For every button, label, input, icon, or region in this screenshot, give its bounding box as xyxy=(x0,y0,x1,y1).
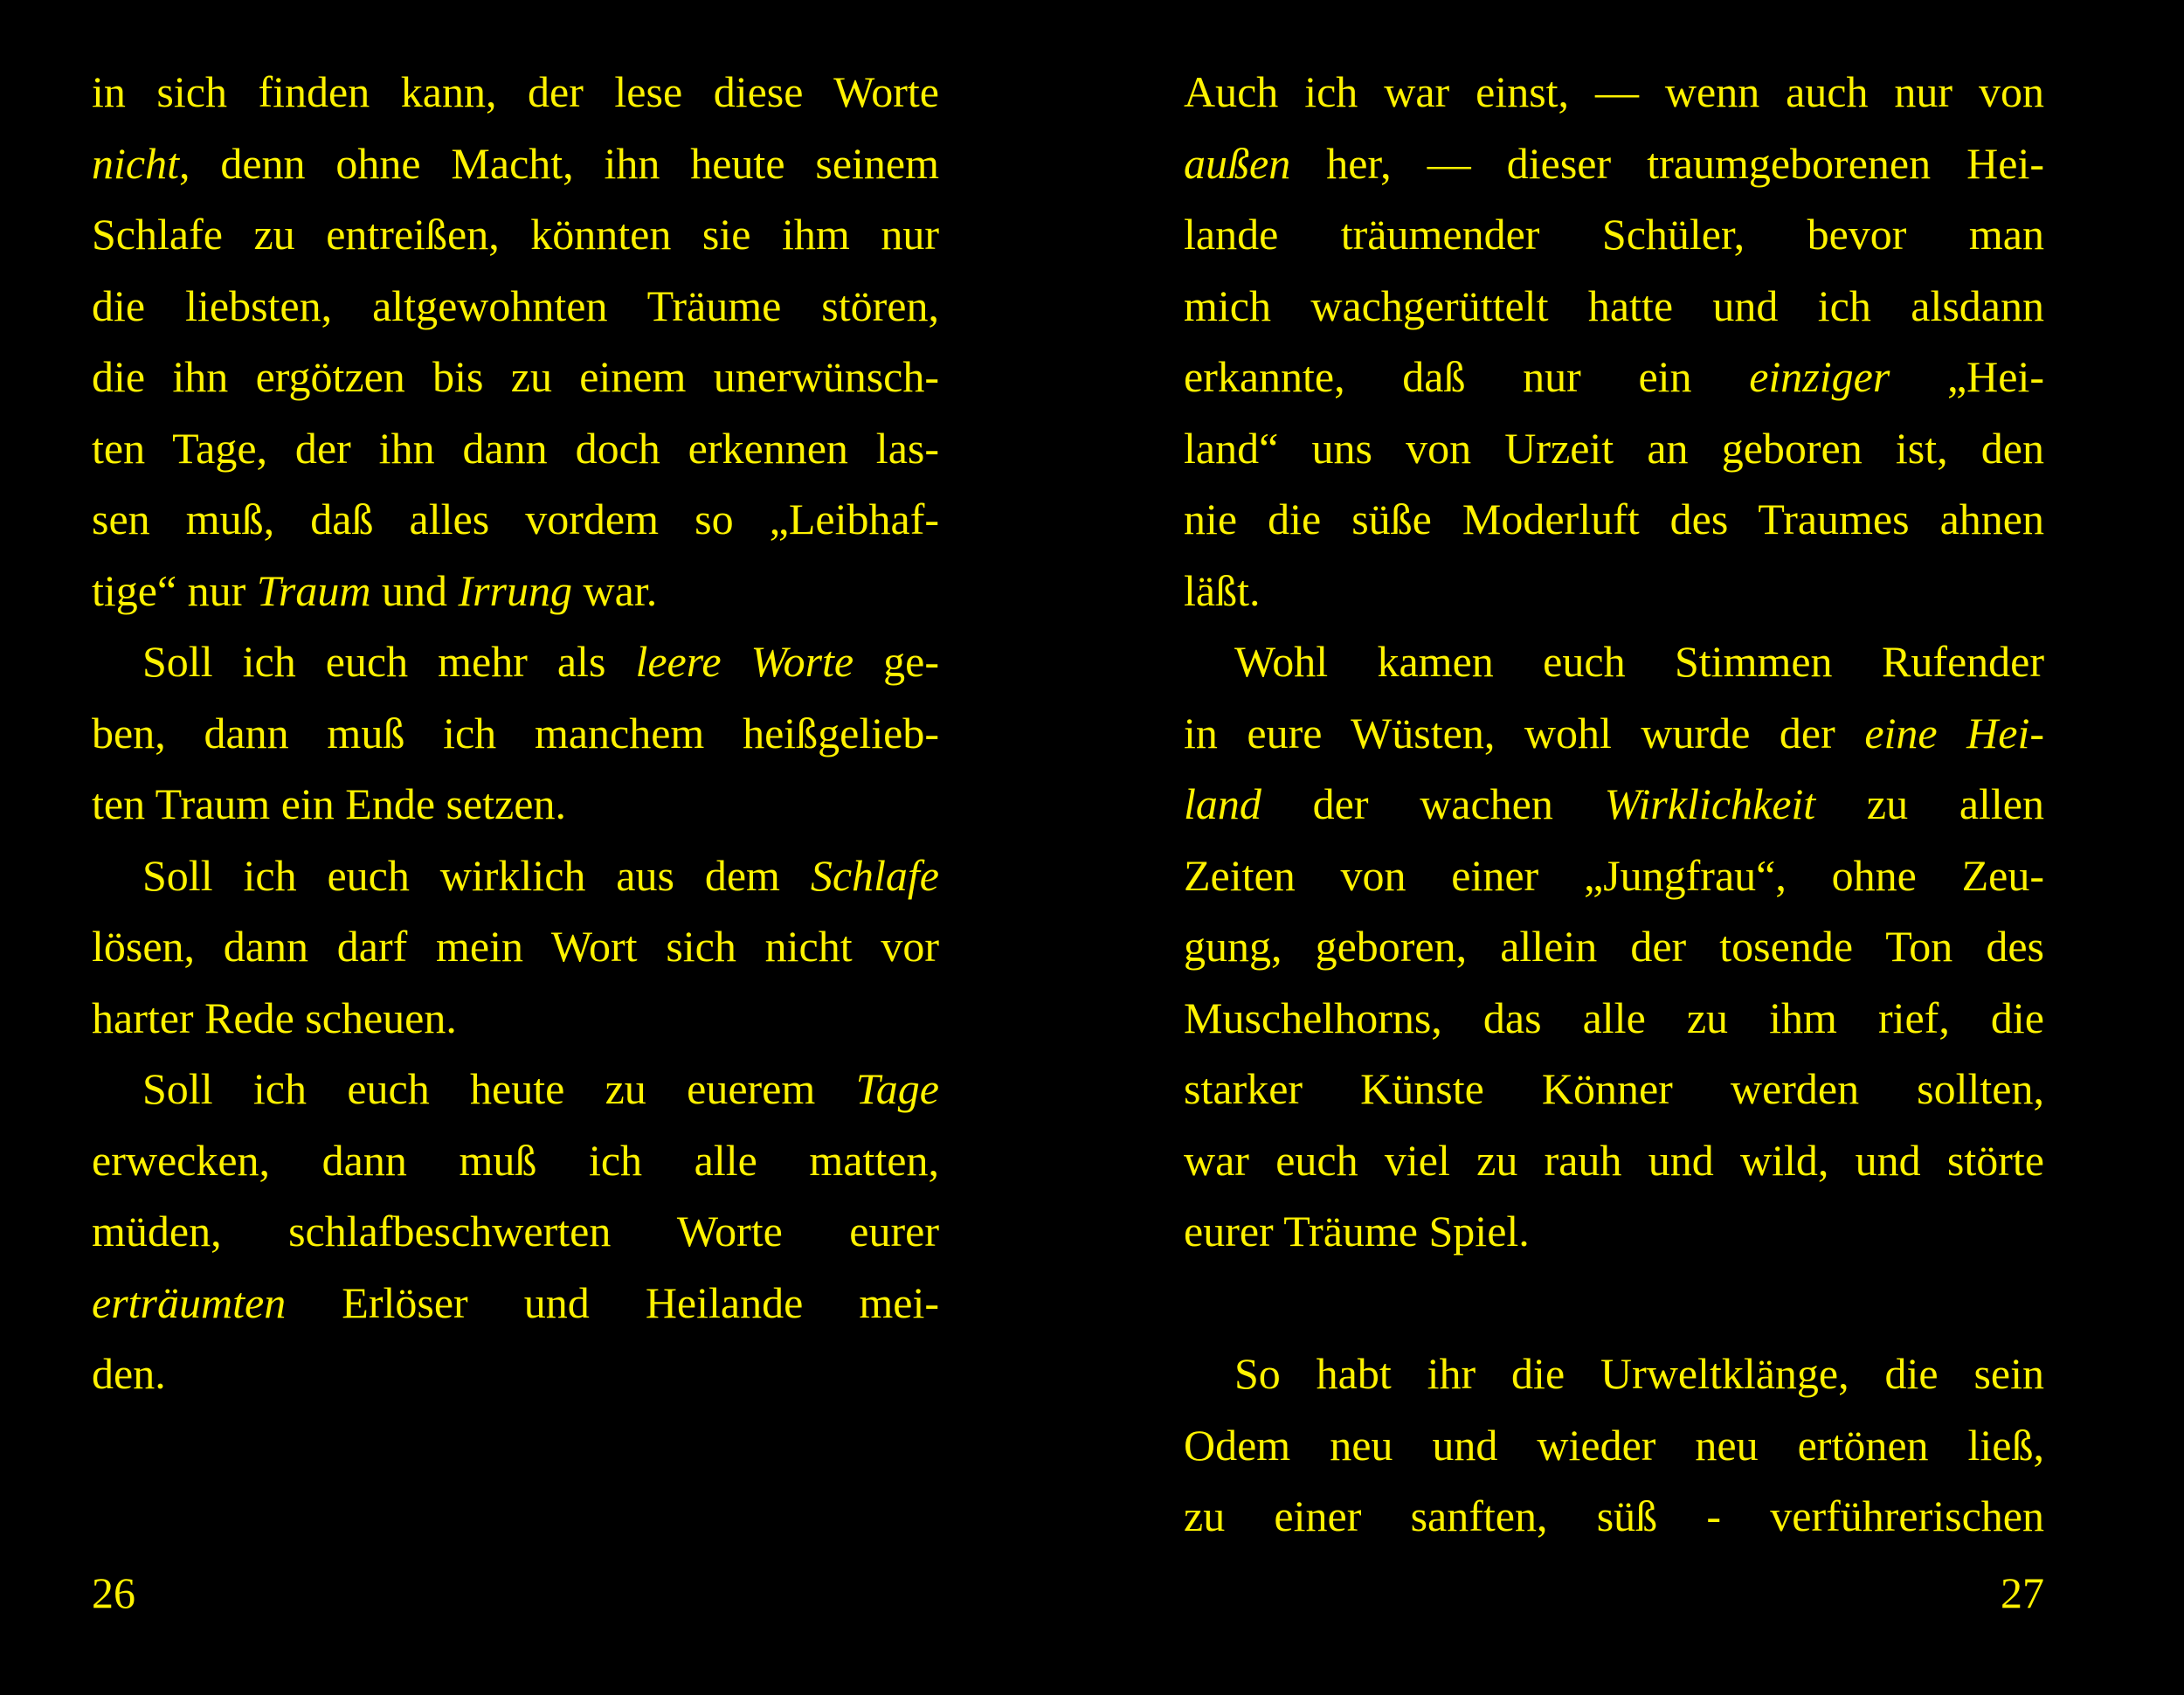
text-run: ten Traum ein Ende setzen. xyxy=(92,779,566,828)
text-run: „Hei- xyxy=(1890,352,2044,401)
text-line xyxy=(1184,850,2044,900)
text-line xyxy=(92,1207,939,1256)
text-run: nie die süße Moderluft des Traumes ahnen xyxy=(1184,495,2044,543)
italic-phrase: eine Hei- xyxy=(1864,708,2044,758)
text-line xyxy=(1234,1349,2044,1398)
italic-phrase: Irrung xyxy=(458,565,573,615)
italic-phrase: land xyxy=(1184,779,1261,828)
text-run: in eure Wüsten, wohl wurde der xyxy=(1184,708,1865,758)
text-line xyxy=(92,1277,939,1327)
text-line xyxy=(92,922,939,971)
text-run: starker Künste Könner werden sollten, xyxy=(1184,1064,2044,1113)
text-line xyxy=(1184,1491,2044,1540)
italic-phrase: Traum xyxy=(256,565,371,615)
text-line xyxy=(1184,779,2044,828)
text-run: gung, geboren, allein der tosende Ton des xyxy=(1184,922,2044,971)
text-run: die liebsten, altgewohnten Träume stören, xyxy=(92,280,939,330)
text-line xyxy=(142,1064,939,1113)
text-line xyxy=(1184,423,2044,473)
text-line xyxy=(1184,922,2044,971)
text-line xyxy=(1184,280,2044,330)
text-line xyxy=(92,352,939,401)
text-line xyxy=(1184,352,2044,401)
text-line xyxy=(1184,993,2044,1042)
text-run: in sich finden kann, der lese diese Worte xyxy=(92,67,939,116)
right-page-number: 27 xyxy=(2001,1568,2044,1617)
text-run: Soll ich euch heute zu euerem xyxy=(142,1064,856,1113)
text-line xyxy=(1184,1420,2044,1470)
text-run: Wohl kamen euch Stimmen Rufender xyxy=(1234,637,2044,686)
text-line xyxy=(1184,708,2044,758)
text-line xyxy=(1184,565,1261,615)
text-line xyxy=(92,497,939,541)
text-run: erkannte, daß nur ein xyxy=(1184,352,1750,401)
text-run: sen muß, daß alles vordem so „Leibhaf- xyxy=(92,495,939,543)
text-line xyxy=(142,850,939,900)
text-run: Muschelhorns, das alle zu ihm rief, die xyxy=(1184,993,2044,1042)
text-line xyxy=(92,565,658,615)
text-run: die ihn ergötzen bis zu einem unerwünsch- xyxy=(92,352,939,401)
text-run: , denn ohne Macht, ihn heute seinem xyxy=(178,138,939,188)
text-run: Zeiten von einer „Jungfrau“, ohne Zeu- xyxy=(1184,850,2044,900)
italic-phrase: nicht xyxy=(92,138,179,188)
text-run: zu einer sanften, süß - verführerischen xyxy=(1184,1491,2044,1540)
text-run: war euch viel zu rauh und wild, und störte xyxy=(1184,1135,2044,1185)
text-run: lande träumender Schüler, bevor man xyxy=(1184,210,2044,259)
text-run: Odem neu und wieder neu ertönen ließ, xyxy=(1184,1420,2044,1470)
text-run: Soll ich euch mehr als xyxy=(142,637,636,686)
text-line xyxy=(1184,210,2044,259)
text-line xyxy=(1184,67,2044,116)
text-run: tige“ nur xyxy=(92,565,257,615)
text-run: Erlöser und Heilande mei- xyxy=(286,1277,939,1327)
text-run: eurer Träume Spiel. xyxy=(1184,1207,1530,1256)
text-line xyxy=(1184,1135,2044,1185)
text-run: war. xyxy=(572,565,658,615)
left-page-number: 26 xyxy=(92,1568,135,1617)
text-run: der wachen xyxy=(1261,779,1605,828)
italic-phrase: leere Worte xyxy=(635,637,854,686)
text-run: zu allen xyxy=(1815,779,2044,828)
text-run: und xyxy=(370,565,459,615)
text-line xyxy=(92,1349,166,1398)
text-line xyxy=(1184,1064,2044,1113)
text-line xyxy=(92,993,457,1042)
text-run: lösen, dann darf mein Wort sich nicht vor xyxy=(92,922,939,971)
text-line xyxy=(92,779,566,828)
text-run: erwecken, dann muß ich alle matten, xyxy=(92,1135,939,1185)
text-run: Schlafe zu entreißen, könnten sie ihm nur xyxy=(92,210,939,259)
italic-phrase: einziger xyxy=(1749,352,1890,401)
text-run: harter Rede scheuen. xyxy=(92,993,457,1042)
text-line xyxy=(92,210,939,259)
text-run: So habt ihr die Urweltklänge, die sein xyxy=(1234,1349,2044,1398)
text-run: ben, dann muß ich manchem heißgelieb- xyxy=(92,708,939,758)
text-line xyxy=(92,67,939,116)
italic-phrase: Wirklichkeit xyxy=(1604,779,1816,828)
text-run: müden, schlafbeschwerten Worte eurer xyxy=(92,1207,939,1256)
text-run: Soll ich euch wirklich aus dem xyxy=(142,850,811,900)
text-line xyxy=(92,708,939,758)
text-run: ge- xyxy=(854,637,940,686)
text-run: mich wachgerüttelt hatte und ich alsdann xyxy=(1184,280,2044,330)
text-line xyxy=(1184,1207,1530,1256)
italic-phrase: außen xyxy=(1184,138,1291,188)
italic-phrase: erträumten xyxy=(92,1277,287,1327)
text-line xyxy=(92,423,939,473)
text-line xyxy=(1184,138,2044,188)
text-line xyxy=(1234,637,2044,686)
text-line xyxy=(142,637,940,686)
right-page xyxy=(1092,0,2184,1695)
text-run: ten Tage, der ihn dann doch erkennen las- xyxy=(92,423,939,473)
text-run: läßt. xyxy=(1184,565,1261,615)
italic-phrase: Tage xyxy=(855,1064,939,1113)
text-run: den. xyxy=(92,1349,166,1398)
italic-phrase: Schlafe xyxy=(810,850,939,900)
text-run: Auch ich war einst, — wenn auch nur von xyxy=(1184,67,2044,116)
text-line xyxy=(92,280,939,330)
text-line xyxy=(92,138,939,188)
text-run: land“ uns von Urzeit an geboren ist, den xyxy=(1184,423,2044,473)
text-run: her, — dieser traumgeborenen Hei- xyxy=(1290,138,2044,188)
text-line xyxy=(92,1135,939,1185)
text-line xyxy=(1184,497,2044,541)
